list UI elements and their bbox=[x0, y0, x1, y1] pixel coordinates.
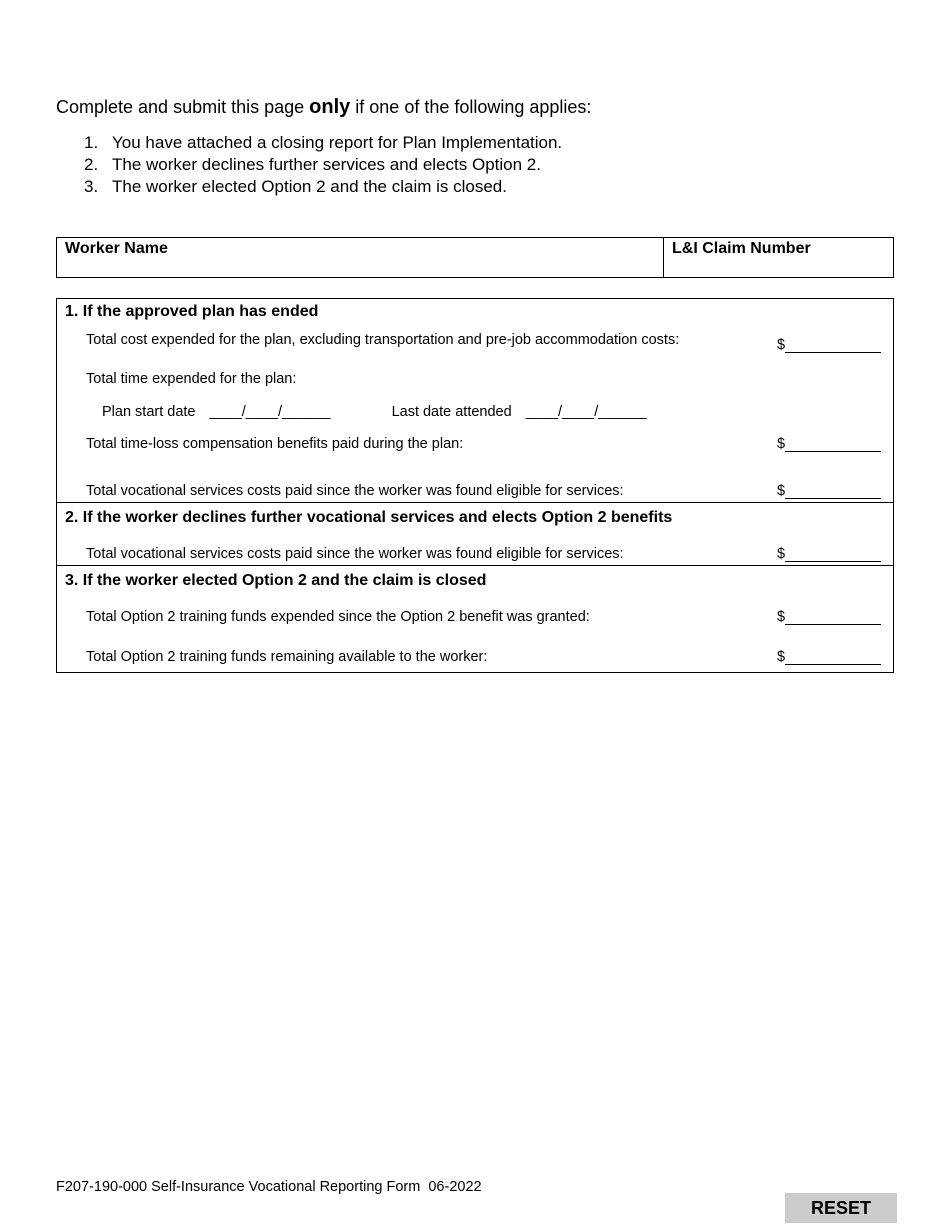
last-date-label: Last date attended bbox=[391, 404, 512, 420]
section3-title: 3. If the worker elected Option 2 and the claim is closed bbox=[65, 572, 487, 589]
total-cost-field[interactable]: $ bbox=[777, 337, 881, 353]
costs-form-box bbox=[56, 298, 894, 673]
section-divider bbox=[57, 502, 893, 503]
conditions-list bbox=[56, 132, 562, 198]
worker-name-label: Worker Name bbox=[65, 240, 168, 257]
funds-expended-label: Total Option 2 training funds expended since the Option 2 benefit was granted: bbox=[86, 609, 590, 625]
plan-dates-row bbox=[102, 404, 656, 420]
worker-name-input[interactable] bbox=[65, 258, 655, 276]
list-item: 2. The worker declines further services and elects Option 2. bbox=[84, 155, 541, 174]
intro-emphasis: only bbox=[309, 96, 351, 118]
section-divider bbox=[57, 565, 893, 566]
start-date-field[interactable]: ____/____/______ bbox=[209, 404, 331, 420]
start-date-label: Plan start date bbox=[102, 404, 196, 420]
last-date-field[interactable]: ____/____/______ bbox=[525, 404, 647, 420]
claim-number-cell bbox=[664, 238, 893, 277]
claim-number-input[interactable] bbox=[672, 258, 885, 276]
list-item: 1. You have attached a closing report for Plan Implementation. bbox=[84, 133, 563, 152]
list-item: 3. The worker elected Option 2 and the claim is closed. bbox=[84, 177, 507, 196]
funds-expended-field[interactable]: $ bbox=[777, 609, 881, 625]
intro-text bbox=[56, 96, 591, 119]
total-time-label: Total time expended for the plan: bbox=[86, 371, 297, 387]
intro-after: if one of the following applies: bbox=[350, 97, 592, 117]
total-cost-label: Total cost expended for the plan, excluding transportation and pre-job accommodation costs: bbox=[86, 332, 680, 348]
section1-title: 1. If the approved plan has ended bbox=[65, 303, 319, 320]
voc-costs-field-2[interactable]: $ bbox=[777, 546, 881, 562]
worker-info-box bbox=[56, 237, 894, 278]
worker-name-cell bbox=[57, 238, 664, 277]
time-loss-field[interactable]: $ bbox=[777, 436, 881, 452]
funds-remaining-field[interactable]: $ bbox=[777, 649, 881, 665]
time-loss-label: Total time-loss compensation benefits paid during the plan: bbox=[86, 436, 464, 452]
section2-title: 2. If the worker declines further vocational services and elects Option 2 benefits bbox=[65, 509, 673, 526]
voc-costs-label-2: Total vocational services costs paid since the worker was found eligible for services: bbox=[86, 546, 624, 562]
claim-number-label: L&I Claim Number bbox=[672, 240, 811, 257]
funds-remaining-label: Total Option 2 training funds remaining available to the worker: bbox=[86, 649, 488, 665]
voc-costs-label-1: Total vocational services costs paid since the worker was found eligible for services: bbox=[86, 483, 624, 499]
intro-before: Complete and submit this page bbox=[56, 97, 310, 117]
voc-costs-field-1[interactable]: $ bbox=[777, 483, 881, 499]
form-id: F207-190-000 Self-Insurance Vocational Reporting Form 06-2022 bbox=[56, 1179, 482, 1195]
reset-button[interactable]: RESET bbox=[785, 1193, 897, 1223]
